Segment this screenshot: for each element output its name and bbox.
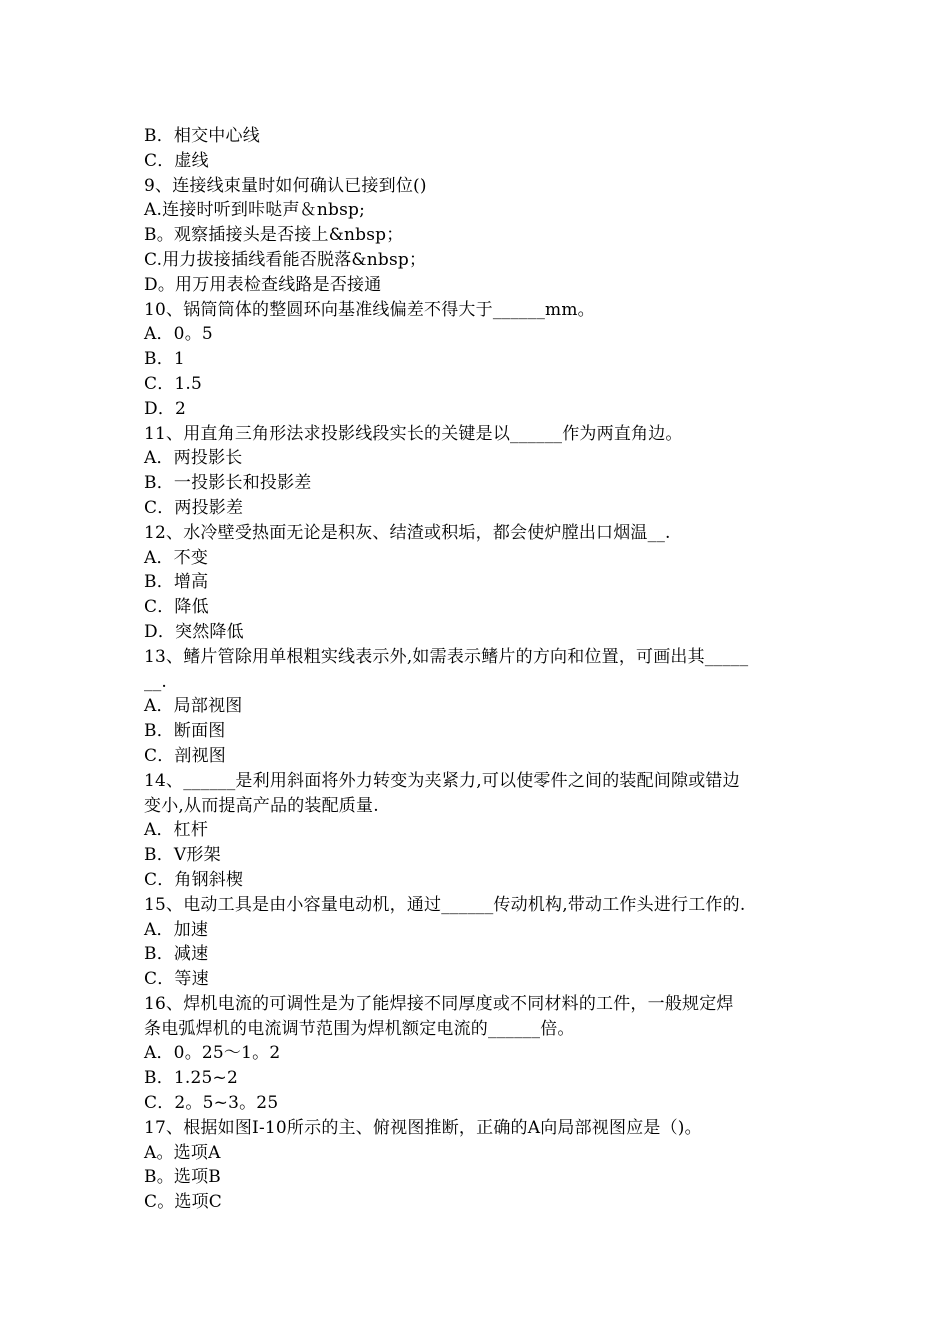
q17-option-b: B。选项B [144,1167,221,1188]
q9-option-d: D。用万用表检查线路是否接通 [144,274,382,295]
q15-option-c: C．等速 [144,969,209,990]
q9-option-b: B。观察插接头是否接上&nbsp； [144,225,404,246]
q12-option-c: C．降低 [144,597,209,618]
q15-option-b: B．减速 [144,944,209,965]
q12-option-b: B．增高 [144,572,209,593]
question-16-continued: 条电弧焊机的电流调节范围为焊机额定电流的______倍。 [144,1018,575,1039]
document-body [144,124,808,1215]
question-10: 10、锅筒筒体的整圆环向基准线偏差不得大于______mm。 [144,299,595,320]
q12-option-a: A．不变 [144,547,209,568]
question-11: 11、用直角三角形法求投影线段实长的关键是以______作为两直角边。 [144,423,683,444]
q16-option-a: A．0。25～1。2 [144,1043,281,1064]
q11-option-a: A．两投影长 [144,448,243,469]
question-14: 14、______是利用斜面将外力转变为夹紧力,可以使零件之间的装配间隙或错边 [144,770,740,791]
option-b-line: B．相交中心线 [144,126,260,146]
q9-option-a: A.连接时听到咔哒声＆nbsp; [144,200,366,221]
q17-option-c: C。选项C [144,1192,223,1213]
question-13-continued: __. [144,671,168,692]
q10-option-d: D．2 [144,398,187,419]
q13-option-a: A．局部视图 [144,696,243,717]
question-17: 17、根据如图Ⅰ-10所示的主、俯视图推断，正确的A向局部视图应是（)。 [144,1117,702,1138]
question-16: 16、焊机电流的可调性是为了能焊接不同厚度或不同材料的工件，一般规定焊 [144,993,734,1014]
q10-option-a: A．0。5 [144,324,213,345]
q16-option-c: C．2。5~3。25 [144,1093,279,1114]
q10-option-b: B．1 [144,349,185,370]
question-15: 15、电动工具是由小容量电动机，通过______传动机构,带动工作头进行工作的. [144,894,746,915]
q14-option-a: A．杠杆 [144,820,209,841]
q11-option-b: B．一投影长和投影差 [144,473,312,494]
q10-option-c: C．1.5 [144,373,203,394]
q9-option-c: C.用力拔接插线看能否脱落&nbsp； [144,249,427,270]
q17-option-a: A。选项A [144,1142,221,1163]
q12-option-d: D．突然降低 [144,621,244,642]
q15-option-a: A．加速 [144,919,209,940]
question-13: 13、鳍片管除用单根粗实线表示外,如需表示鳍片的方向和位置，可画出其_____ [144,646,749,667]
question-12: 12、水冷壁受热面无论是积灰、结渣或积垢，都会使炉膛出口烟温__. [144,522,671,543]
q13-option-c: C．剖视图 [144,745,227,766]
q11-option-c: C．两投影差 [144,497,244,518]
question-14-continued: 变小,从而提高产品的装配质量. [144,795,379,816]
q13-option-b: B．断面图 [144,721,226,742]
option-c-line: C．虚线 [144,150,209,171]
q16-option-b: B．1.25~2 [144,1068,239,1089]
q14-option-b: B．V形架 [144,845,221,866]
q14-option-c: C．角钢斜楔 [144,869,244,890]
question-9: 9、连接线束量时如何确认已接到位() [144,175,427,196]
